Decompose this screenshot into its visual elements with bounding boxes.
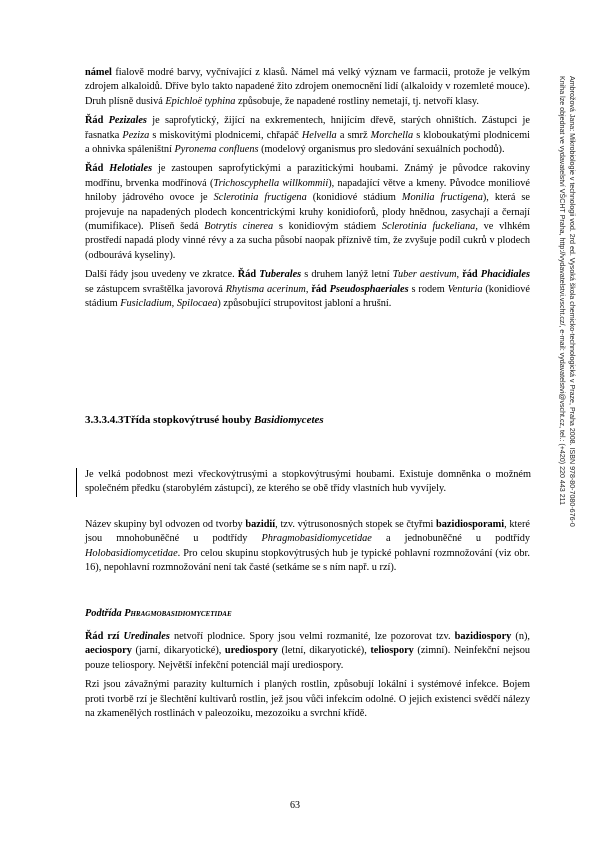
- subclass-prefix: Podtřída: [85, 608, 125, 619]
- side-margin-note: [541, 76, 577, 586]
- side-note-line-1: Ambrožová Jana: Mikrobiologie v technologii vod. 2rd ed. Vysoká škola chemicko-technologická v Praze, Praha 2008. ISBN 978-80-7080-676-0: [568, 76, 576, 527]
- latin-name: Pezizales: [108, 115, 147, 127]
- latin-name: Pseudosphaeriales: [329, 283, 409, 295]
- paragraph-pezizales: [85, 114, 530, 157]
- text-run: ), která se projevuje na napadených plodech koncentrickými kruhy konidioforů, plody hnědnou, zasychají a černají (mumifikace). Plíseň šedá: [85, 192, 530, 233]
- section-latin-name: Basidiomycetes: [254, 414, 324, 426]
- text-run: (modelový organismus pro sledování sexuálních pochodů).: [258, 144, 505, 156]
- latin-name: Sclerotinia fructigena: [213, 192, 307, 204]
- text-run: Název skupiny byl odvozen od tvorby: [85, 519, 246, 530]
- text-run: (konidiové stádium: [306, 192, 402, 204]
- text-run: s konidiovým stádiem: [273, 221, 382, 233]
- latin-name: Pyronema confluens: [174, 144, 259, 156]
- term-bold: bazidiospory: [454, 631, 512, 642]
- text-block-uredinales: [85, 630, 530, 721]
- text-run: je zastoupen saprofytickými a parazitickými houbami. Známý je původce rakoviny modřínu, brvenka modřínová (: [85, 163, 530, 189]
- text-run: (letní, dikaryotické),: [277, 645, 371, 657]
- latin-name: Morchella: [370, 129, 414, 141]
- latin-name: Monilia fructigena: [401, 192, 483, 204]
- latin-name: Helotiales: [109, 163, 153, 175]
- text-run: ,: [305, 283, 312, 295]
- term-bold: aeciospory: [85, 645, 132, 657]
- text-run: ,: [456, 269, 463, 281]
- latin-name: Holobasidiomycetidae: [85, 547, 178, 559]
- highlight-box: [76, 468, 531, 497]
- latin-name: Tuber aestivum: [392, 269, 457, 281]
- text-run: s kloboukatými plodnicemi a ohnivka spáleništní: [85, 129, 530, 156]
- highlight-text: Je velká podobnost mezi vřeckovýtrusými a stopkovýtrusými houbami. Existuje domněnka o možném společném předku (starobylém zástupci), ze kterého se obě třídy vlastních hub vyvíjely.: [85, 469, 531, 495]
- latin-name: Venturia: [447, 283, 483, 295]
- text-run: (konidiové stádium: [85, 283, 530, 310]
- latin-name: Phragmobasidiomycetidae: [261, 533, 372, 545]
- paragraph-rusts: Rzi jsou závažnými parazity kulturních i planých rostlin, způsobují lokální i systémové infekce. Bojem proti tvorbě rzí je šlechtění kultivarů rostlin, jež jsou vůči infekcím odolné. O jejich existenci svědčí nálezy na zkamenělých rostlinách v paleozoiku, mezozoiku a svrchní křídě.: [85, 679, 530, 720]
- paragraph-helotiales: [85, 162, 530, 263]
- text-run: fialově modré barvy, vyčnívající z klasů. Námel má velký význam ve farmacii, protože je velkým zdrojem alkaloidů. Dříve bylo takto napadené žito zdrojem onemocnění lidí (alkaloidy v rozemleté mouce). Druh plísně dusivá: [85, 67, 530, 107]
- text-run: a smrž: [336, 129, 371, 141]
- term-bold: řád: [462, 269, 481, 281]
- text-run: s miskovitými plodnicemi, chřapáč: [149, 129, 302, 141]
- latin-name: Tuberales: [259, 269, 302, 281]
- text-run: a jednobuněčné u podtřídy: [371, 533, 530, 545]
- text-run: způsobuje, že napadené rostliny nemetají, tj. netvoří klasy.: [235, 95, 479, 107]
- section-heading: [85, 414, 324, 426]
- latin-name: Phacidiales: [480, 269, 530, 281]
- term-bold: Řád: [237, 269, 260, 281]
- text-block-basidiomycetes: [85, 518, 530, 576]
- subclass-name: Phragmobasidiomycetidae: [124, 608, 232, 619]
- latin-name: Peziza: [122, 129, 150, 141]
- paragraph-basidia: [85, 518, 530, 576]
- paragraph-other-orders: [85, 268, 530, 311]
- term-bold: Řád: [85, 163, 110, 175]
- text-run: (n),: [511, 631, 530, 642]
- section-title: Třída stopkovýtrusé houby: [123, 414, 255, 426]
- text-run: ), napadající větve a kmeny. Původce moniliové hniloby jádrového ovoce je: [85, 177, 530, 204]
- side-note-line-2: Kniha lze objednat ve vydavatelství VŠCHT Praha, http://vydavatelstvi.vscht.cz/, e-mail: vydavatelstvi@vscht.cz, tel.: (+420) 220 443 211: [558, 76, 566, 506]
- latin-name: Trichoscyphella willkommii: [213, 177, 329, 189]
- text-run: s druhem lanýž letní: [301, 269, 393, 281]
- text-block-top: [85, 66, 530, 312]
- text-run: , ve vlhkém prostředí napadá plody vinné révy a za sucha působí naopak příznivě tím, že zvyšuje podíl cukrů v plodech (odbourává kyseliny).: [85, 221, 530, 261]
- term-bold: bazidií: [245, 519, 276, 530]
- text-run: je saprofytický, žijící na exkrementech, hnijícím dřevě, starých ohništích. Zástupci je řasnatka: [85, 115, 530, 141]
- term-bold: teliospory: [370, 645, 414, 657]
- latin-name: Botrytis cinerea: [204, 221, 274, 233]
- latin-name: Fusicladium, Spilocaea: [120, 298, 218, 310]
- latin-name: Epichloë typhina: [165, 95, 236, 107]
- text-run: . Pro celou skupinu stopkovýtrusých hub je typické pohlavní rozmnožování (viz obr. 16), nepohlavní rozmnožování není tak časté (setkáme se s ním např. u rzí).: [85, 547, 530, 574]
- term-bold: Řád rzí: [85, 631, 124, 642]
- paragraph-namel: [85, 66, 530, 109]
- text-run: Další řády jsou uvedeny ve zkratce.: [85, 269, 238, 281]
- text-run: netvoří plodnice. Spory jsou velmi rozmanité, lze pozorovat tzv.: [169, 631, 455, 642]
- text-run: (zimní). Neinfekční nejsou pouze teliospory. Největší infekční potenciál mají urediospory.: [85, 645, 530, 671]
- latin-name: Sclerotinia fuckeliana: [381, 221, 476, 233]
- term-bold: urediospory: [224, 645, 278, 657]
- text-run: , tzv. výtrusonosných stopek se čtyřmi: [275, 519, 437, 530]
- latin-name: Uredinales: [123, 631, 170, 642]
- text-run: s rodem: [408, 283, 448, 295]
- subclass-heading: [85, 608, 232, 619]
- page-number: 63: [290, 800, 300, 811]
- latin-name: Rhytisma acerinum: [225, 283, 306, 295]
- term-bold: řád: [311, 283, 330, 295]
- term-bold: Řád: [85, 115, 109, 127]
- text-run: ) způsobující strupovitost jabloní a hrušní.: [217, 298, 392, 310]
- section-number: 3.3.3.4.3: [85, 414, 124, 426]
- paragraph-uredinales: [85, 630, 530, 673]
- term-bold: námel: [85, 67, 112, 78]
- term-bold: bazidiosporami: [436, 519, 505, 530]
- text-run: (jarní, dikaryotické),: [131, 645, 225, 657]
- text-run: se zástupcem svraštělka javorová: [85, 283, 226, 295]
- latin-name: Helvella: [301, 129, 337, 141]
- text-run: , které jsou mnohobuněčné u podtřídy: [85, 519, 530, 545]
